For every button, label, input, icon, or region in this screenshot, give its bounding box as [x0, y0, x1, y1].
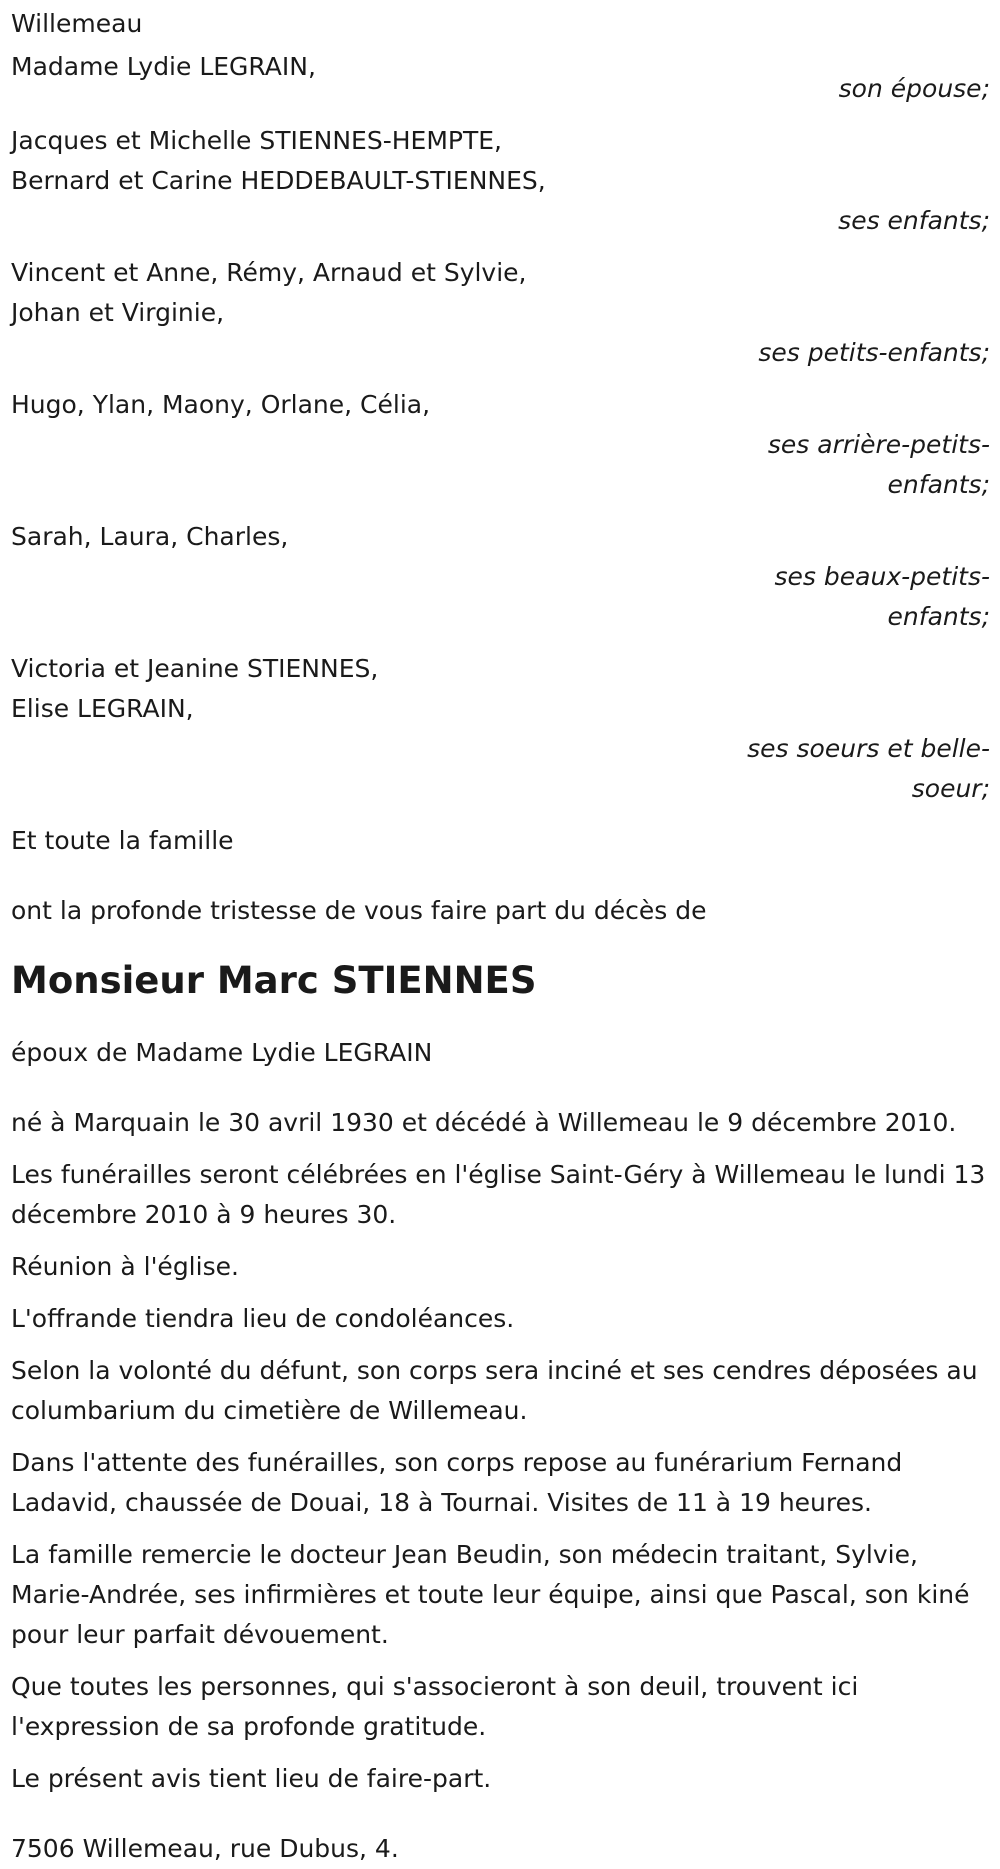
spouse-name: Madame Lydie LEGRAIN,: [11, 52, 316, 81]
address: 7506 Willemeau, rue Dubus, 4.: [11, 1834, 399, 1863]
step-grandchildren-role-1: ses beaux-petits-: [774, 562, 990, 591]
grandchild-line-2: Johan et Virginie,: [11, 298, 225, 327]
offering-info: L'offrande tiendra lieu de condoléances.: [11, 1304, 515, 1333]
obituary-content: [11, 4, 990, 1869]
spouse-of: époux de Madame Lydie LEGRAIN: [11, 1038, 433, 1067]
rest-of-family: Et toute la famille: [11, 826, 234, 855]
great-grandchildren-role-2: enfants;: [887, 470, 990, 499]
child-line-1: Jacques et Michelle STIENNES-HEMPTE,: [11, 126, 502, 155]
grandchildren-role: ses petits-enfants;: [758, 338, 990, 367]
notice-info: Le présent avis tient lieu de faire-part.: [11, 1764, 492, 1793]
deceased-name: Monsieur Marc STIENNES: [11, 959, 537, 1002]
announcement-intro: ont la profonde tristesse de vous faire part du décès de: [11, 896, 707, 925]
thanks-info: La famille remercie le docteur Jean Beudin, son médecin traitant, Sylvie, Marie-Andrée, ses infirmières et toute leur équipe, ainsi que Pascal, son kiné pour leur parfait dévouement.: [11, 1540, 970, 1649]
locality: Willemeau: [11, 9, 143, 38]
sister-line-1: Victoria et Jeanine STIENNES,: [11, 654, 379, 683]
spouse-role: son épouse;: [838, 74, 990, 103]
meeting-info: Réunion à l'église.: [11, 1252, 239, 1281]
great-grandchildren-role-1: ses arrière-petits-: [767, 430, 990, 459]
sister-line-2: Elise LEGRAIN,: [11, 694, 194, 723]
sisters-role-2: soeur;: [911, 774, 990, 803]
grandchild-line-1: Vincent et Anne, Rémy, Arnaud et Sylvie,: [11, 258, 527, 287]
child-line-2: Bernard et Carine HEDDEBAULT-STIENNES,: [11, 166, 546, 195]
funeral-info: Les funérailles seront célébrées en l'église Saint-Géry à Willemeau le lundi 13 décembre 2010 à 9 heures 30.: [11, 1160, 986, 1229]
funerarium-info: Dans l'attente des funérailles, son corps repose au funérarium Fernand Ladavid, chaussée de Douai, 18 à Tournai. Visites de 11 à 19 heures.: [11, 1448, 903, 1517]
gratitude-info: Que toutes les personnes, qui s'associeront à son deuil, trouvent ici l'expression de sa profonde gratitude.: [11, 1672, 859, 1741]
step-grandchildren-role-2: enfants;: [887, 602, 990, 631]
step-grandchildren: Sarah, Laura, Charles,: [11, 522, 289, 551]
great-grandchildren: Hugo, Ylan, Maony, Orlane, Célia,: [11, 390, 431, 419]
birth-death: né à Marquain le 30 avril 1930 et décédé à Willemeau le 9 décembre 2010.: [11, 1108, 957, 1137]
sisters-role-1: ses soeurs et belle-: [747, 734, 990, 763]
children-role: ses enfants;: [838, 206, 990, 235]
cremation-info: Selon la volonté du défunt, son corps sera inciné et ses cendres déposées au columbarium du cimetière de Willemeau.: [11, 1356, 978, 1425]
